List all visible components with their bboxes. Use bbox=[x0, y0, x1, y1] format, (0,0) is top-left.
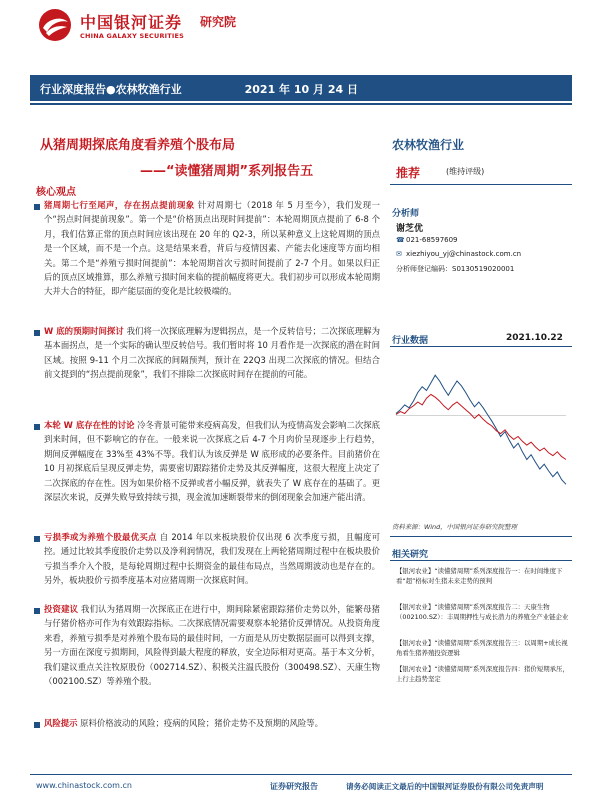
sector-name: 农林牧渔行业 bbox=[392, 138, 465, 152]
footer-disclaimer: 请务必阅读正文最后的中国银河证券股份有限公司免责声明 bbox=[346, 782, 544, 791]
related-research-label: 相关研究 bbox=[392, 550, 429, 560]
related-report-item[interactable]: 【银河农业】“读懂猪周期”系列深度报告一：在时间维度下看“超”格标对生猪未来走势的预判 bbox=[396, 567, 563, 585]
paragraph-lead: 亏损季或为养殖个股最优买点 bbox=[44, 532, 157, 542]
bullet-icon bbox=[34, 204, 40, 210]
rating-note: (维持评级) bbox=[446, 167, 485, 176]
bullet-icon bbox=[34, 424, 40, 430]
analyst-cert: 分析师登记编码：S0130519020001 bbox=[396, 265, 515, 273]
rating-value: 推荐 bbox=[396, 166, 421, 180]
related-report-item[interactable]: 【银河农业】“读懂猪周期”系列深度报告二：天康生物（002100.SZ）：丰周期押性与成长潜力的养殖全产业链企业 bbox=[396, 603, 569, 621]
analyst-label: 分析师 bbox=[392, 209, 420, 219]
related-report-item[interactable]: 【银河农业】“读懂猪周期”系列深度报告四：猪价短期承压，上行主趋势坚定 bbox=[396, 665, 569, 683]
report-date: 2021 年 10 月 24 日 bbox=[244, 83, 358, 96]
paragraph-text: 原料价格波动的风险；疫病的风险；猪价走势不及预期的风险等。 bbox=[80, 718, 324, 728]
bullet-icon bbox=[34, 722, 40, 728]
sidebar-divider bbox=[390, 560, 572, 561]
bullet-icon bbox=[34, 536, 40, 542]
paragraph-lead: 风险提示 bbox=[44, 718, 78, 728]
paragraph-loss-quarter bbox=[44, 530, 380, 588]
report-title: 从猪周期探底角度看养殖个股布局 bbox=[40, 138, 236, 153]
paragraph-lead: 本轮 W 底存在性的讨论 bbox=[44, 420, 135, 430]
chart-source: 资料来源：Wind，中国银河证券研究院整理 bbox=[392, 523, 517, 531]
banner-divider bbox=[30, 103, 572, 105]
sidebar-divider bbox=[390, 184, 572, 185]
email-icon: ✉ bbox=[396, 250, 402, 258]
footer-website-link[interactable]: www.chinastock.com.cn bbox=[36, 781, 132, 790]
phone-icon: ☎ bbox=[396, 236, 405, 244]
report-banner bbox=[30, 75, 572, 101]
industry-performance-chart bbox=[390, 350, 572, 500]
company-name-cn: 中国银河证券 bbox=[80, 13, 183, 32]
industry-data-date: 2021.10.22 bbox=[506, 333, 563, 343]
paragraph-lead: W 底的预期时间探讨 bbox=[44, 326, 124, 336]
email-address: xiezhiyou_yj@chinastock.com.cn bbox=[406, 250, 522, 258]
department-name: 研究院 bbox=[200, 15, 237, 29]
paragraph-cycle-seven bbox=[44, 198, 380, 299]
footer-divider bbox=[30, 774, 572, 775]
industry-data-label: 行业数据 bbox=[392, 336, 429, 346]
paragraph-text: 针对周期七（2018 年 5 月至今），我们发现一个“拐点时间提前现象”。第一个是“价格顶点出现时间提前”：本轮周期顶点提前了 6-8 个月，我们估算正常的顶点时间应该出现在 20 年的 Q2-3，所以某种意义上这轮周期的顶点是一个区域，而不是一个点。这是结果来看，背后与疫情因素、产能去化速度等方面均相关。第二个是“养殖亏损时间提前”：本轮周期首次亏损时间提前了 2-7 个月。如果以归正后的顶点区域推算，那么养殖亏损时间来临的提前幅度将更大。我们初步可以形成本轮周期大并大合的特征，即产能层面的变化是比较极端的。 bbox=[44, 200, 380, 297]
paragraph-investment-advice bbox=[44, 602, 380, 688]
related-report-item[interactable]: 【银河农业】“读懂猪周期”系列深度报告三：以周期+成长视角看生猪养殖投资逻辑 bbox=[396, 639, 568, 657]
paragraph-w-bottom-timing bbox=[44, 324, 380, 382]
paragraph-text: 自 2014 年以来板块股价仅出现 6 次季度亏损，且幅度可控。通过比较其季度股价走势以及净利润情况，我们发现在上两轮猪周期过程中在板块股价亏损当季介入个股，是每轮周期过程中长期资金的最佳布局点，当然周期波动也是存在的。另外，板块股价亏损季度基本对应猪周期一次探底时间。 bbox=[44, 532, 380, 586]
analyst-name: 谢芝优 bbox=[396, 224, 424, 234]
report-type: 行业深度报告●农林牧渔行业 bbox=[40, 83, 182, 96]
chart-series-line-1 bbox=[396, 375, 566, 484]
bullet-icon bbox=[34, 330, 40, 336]
phone-number: 021-68597609 bbox=[406, 236, 458, 244]
paragraph-text: 我们将一次探底理解为逻辑拐点，是一个反转信号；二次探底理解为基本面拐点，是一个实际的确认型反转信号。我们暂时将 10 月看作是一次探底的潜在时间区域。按照 9-11 个月二次探底的间隔预判，预计在 22Q3 出现二次探底的情况。但结合前文提到的“拐点提前现象”，我们不排除二次探底时间存在提前的可能。 bbox=[44, 326, 380, 380]
sidebar-divider bbox=[390, 536, 572, 537]
paragraph-w-bottom-existence bbox=[44, 418, 380, 504]
sidebar-divider bbox=[390, 346, 572, 347]
paragraph-lead: 投资建议 bbox=[44, 604, 79, 614]
analyst-phone bbox=[396, 236, 458, 244]
analyst-email bbox=[396, 250, 521, 258]
paragraph-risk-warning bbox=[44, 716, 380, 730]
paragraph-text: 冷冬背景可能带来疫病高发，但我们认为疫情高发会影响二次探底到来时间，但不影响它的存在。一般来说一次探底之后 4-7 个月肉价呈现逐步上行趋势，期间反弹幅度在 33%至 43%不等。我们认为该反弹是 W 底形成的必要条件。目前猪价在 10 月初探底后呈现反弹走势，需要密切跟踪猪价走势及其反弹幅度，这很大程度上决定了二次探底的存在性。因为如果价格不反弹或者小幅反弹，就表失了 W 底存在的基础了。更深层次来说，反弹失败导致持续亏损，现金流加速断裂带来的倒闭现象会加速产能出清。 bbox=[44, 420, 380, 503]
company-logo bbox=[38, 8, 72, 42]
core-view-heading: 核心观点 bbox=[36, 187, 76, 198]
bullet-icon bbox=[34, 608, 40, 614]
paragraph-lead: 猪周期七行至尾声，存在拐点提前现象 bbox=[44, 200, 195, 210]
footer-report-type: 证券研究报告 bbox=[270, 782, 318, 791]
paragraph-text: 我们认为猪周期一次探底正在进行中，期间除紧密跟踪猪价走势以外，能繁母猪与仔猪价格亦可作为有效跟踪指标。二次探底情况需要观察本轮猪价反弹情况。从投资角度来看，养殖亏损季是对养殖个股布局的最佳时间，一方面是从历史数据层面可以得到支撑，另一方面在深度亏损期间，风险得到最大程度的释放，安全边际相对更高。基于本文分析，我们建议重点关注牧原股份（002714.SZ）、积极关注温氏股份（300498.SZ）、天康生物（002100.SZ）等养殖个股。 bbox=[44, 604, 380, 687]
company-name-en: CHINA GALAXY SECURITIES bbox=[80, 32, 185, 40]
report-subtitle: ——“读懂猪周期”系列报告五 bbox=[140, 164, 314, 179]
